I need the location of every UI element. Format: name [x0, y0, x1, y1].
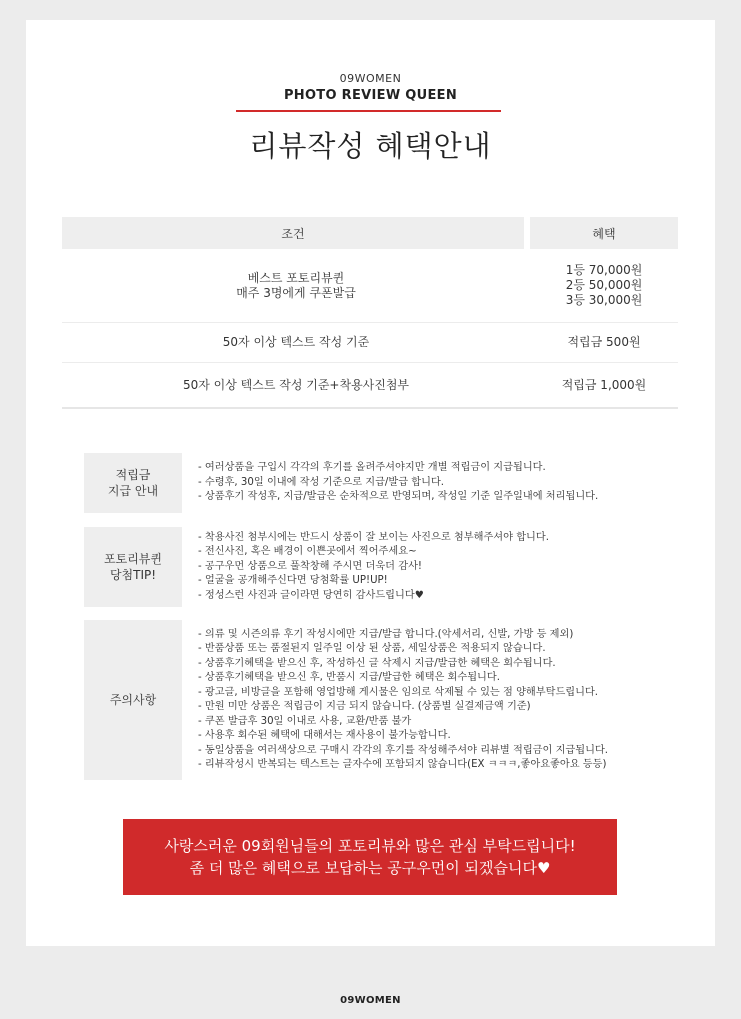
section-label: 주의사항 — [84, 620, 182, 780]
section-cautions — [84, 620, 608, 780]
section-lines: - 착용사진 첨부시에는 반드시 상품이 잘 보이는 사진으로 첨부해주셔야 합니다. - 전신사진, 혹은 배경이 이쁜곳에서 찍어주세요~ - 공구우먼 상품으로 풀착창해 주시면 더욱더 감사! - 얼굴을 공개해주신다면 당첨확률 UP!UP! - 정성스런 사진과 글이라면 당연히 감사드립니다♥ — [198, 531, 549, 601]
header-benefit: 혜택 — [530, 217, 678, 249]
brand-name: 09WOMEN — [339, 72, 402, 85]
footer-brand: 09WOMEN — [340, 995, 401, 1006]
section-label: 적립금 지급 안내 — [84, 453, 182, 513]
condition-cell: 50자 이상 텍스트 작성 기준 — [222, 335, 370, 349]
table-row — [62, 323, 678, 363]
section-label: 포토리뷰퀸 당첨TIP! — [84, 527, 182, 607]
table-row — [62, 363, 678, 409]
condition-cell: 50자 이상 텍스트 작성 기준+착용사진첨부 — [182, 377, 410, 392]
benefit-cell: 적립금 1,000원 — [561, 377, 647, 392]
section-lines: - 의류 및 시즌의류 후기 작성시에만 지급/발급 합니다.(악세서리, 신발, 가방 등 제외) - 반품상품 또는 품절된지 일주일 이상 된 상품, 세일상품은 적용되지 않습니다. - 상품후기혜택을 받으신 후, 작성하신 글 삭제시 지급/발급한 혜택은 회수됩니다. - 상품후기혜택을 받으신 후, 반품시 지급/발급한 혜택은 회수됩니다. - 광고글, 비방글을 포함해 영업방해 게시물은 임의로 삭제될 수 있는 점 양해부탁드립니다. - 만원 미만 상품은 적립금이 지금 되지 않습니다. (상품별 실결제금액 기준) - 쿠폰 발급후 30일 이내로 사용, 교환/반품 불가 - 사용후 회수된 혜택에 대해서는 재사용이 불가능합니다. - 동일상품을 여러색상으로 구매시 각각의 후기를 작성해주셔야 리뷰별 적립금이 지급됩니다. - 리뷰작성시 반복되는 텍스트는 글자수에 포함되지 않습니다(EX ㅋㅋㅋ,좋아요좋아요 등등) — [198, 628, 609, 770]
table-header — [62, 217, 678, 249]
section-lines: - 여러상품을 구입시 각각의 후기를 올려주셔야지만 개별 적립금이 지급됩니다. - 수령후, 30일 이내에 작성 기준으로 지급/발급 합니다. - 상품후기 작성후, 지급/발급은 순차적으로 반영되며, 작성일 기준 일주일내에 처리됩니다. — [198, 462, 599, 503]
brand-subtitle: PHOTO REVIEW QUEEN — [283, 88, 458, 103]
title-divider — [236, 110, 501, 112]
benefit-table — [62, 217, 678, 409]
page-title: 리뷰작성 혜택안내 — [249, 129, 492, 163]
section-photo-tips — [84, 527, 549, 607]
condition-cell: 베스트 포토리뷰퀸 매주 3명에게 쿠폰발급 — [236, 270, 356, 300]
section-points-info — [84, 453, 598, 513]
benefit-cell: 적립금 500원 — [567, 335, 641, 349]
benefit-cell: 1등 70,000원 2등 50,000원 3등 30,000원 — [565, 263, 643, 307]
review-benefit-card — [26, 20, 715, 946]
header-condition: 조건 — [62, 217, 524, 249]
table-row — [62, 249, 678, 323]
thank-you-banner: 사랑스러운 09회원님들의 포토리뷰와 많은 관심 부탁드립니다! 좀 더 많은 혜택으로 보답하는 공구우먼이 되겠습니다♥ — [123, 819, 617, 895]
